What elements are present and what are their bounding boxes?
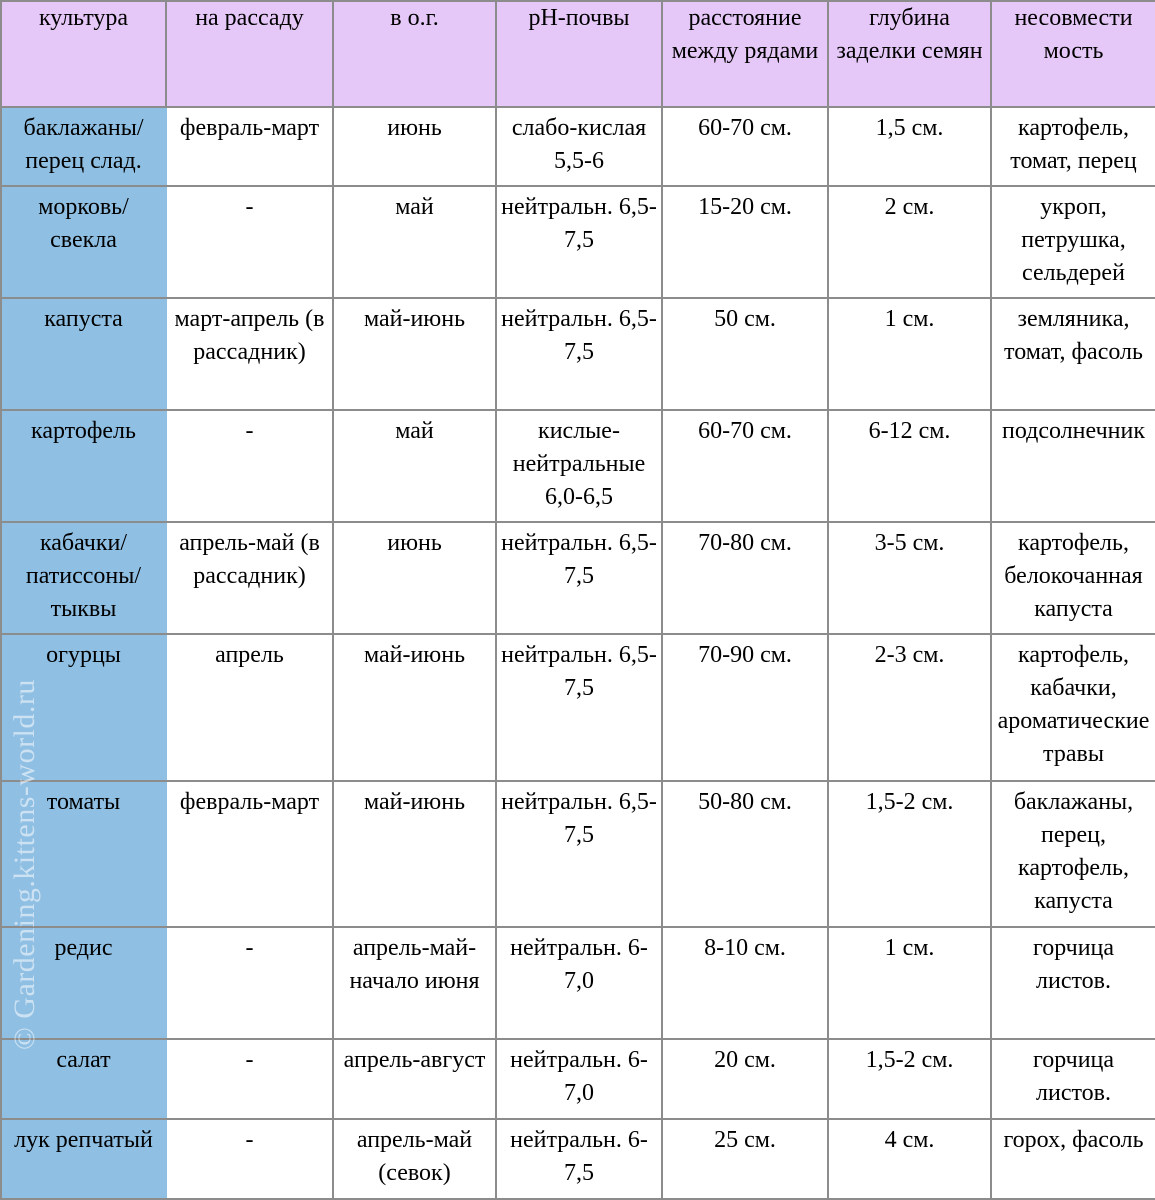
incompatibility-cell: баклажаны, перец, картофель, капуста [991,781,1155,927]
seedlings-cell: апрель-май (в рассадник) [166,522,333,634]
incompatibility-cell: картофель, белокочанная капуста [991,522,1155,634]
seedlings-cell: - [166,410,333,522]
row-spacing-cell: 60-70 см. [662,410,828,522]
crop-cell: капуста [1,298,166,410]
incompatibility-cell: горчица листов. [991,1039,1155,1119]
seedlings-cell: - [166,186,333,298]
seed-depth-cell: 3-5 см. [828,522,991,634]
header-row [1,1,1155,107]
crop-cell: огурцы [1,634,166,780]
soil-ph-cell: нейтральн. 6,5-7,5 [496,634,662,780]
row-spacing-cell: 60-70 см. [662,107,828,186]
soil-ph-cell: нейтральн. 6,5-7,5 [496,522,662,634]
seed-depth-cell: 1,5 см. [828,107,991,186]
crop-cell: салат [1,1039,166,1119]
table-row [1,1039,1155,1119]
incompatibility-cell: укроп, петрушка, сельдерей [991,186,1155,298]
row-spacing-cell: 70-80 см. [662,522,828,634]
seedlings-cell: февраль-март [166,107,333,186]
table-row [1,781,1155,927]
table-row [1,1119,1155,1199]
soil-ph-cell: кислые-нейтральные 6,0-6,5 [496,410,662,522]
incompatibility-cell: горчица листов. [991,927,1155,1039]
table-row [1,634,1155,780]
seed-depth-cell: 1,5-2 см. [828,781,991,927]
seed-depth-cell: 6-12 см. [828,410,991,522]
crop-cell: кабачки/ патиссоны/ тыквы [1,522,166,634]
header-incompatibility: несовмести мость [991,1,1155,107]
open-ground-cell: май [333,410,496,522]
row-spacing-cell: 8-10 см. [662,927,828,1039]
soil-ph-cell: нейтральн. 6,5-7,5 [496,298,662,410]
open-ground-cell: июнь [333,107,496,186]
open-ground-cell: май [333,186,496,298]
open-ground-cell: апрель-май (севок) [333,1119,496,1199]
soil-ph-cell: слабо-кислая 5,5-6 [496,107,662,186]
header-open-ground: в о.г. [333,1,496,107]
crop-cell: редис [1,927,166,1039]
seed-depth-cell: 2 см. [828,186,991,298]
row-spacing-cell: 25 см. [662,1119,828,1199]
seedlings-cell: февраль-март [166,781,333,927]
seedlings-cell: апрель [166,634,333,780]
soil-ph-cell: нейтральн. 6,5-7,5 [496,186,662,298]
watermark: © Gardening.kittens-world.ru [8,679,41,1050]
open-ground-cell: апрель-август [333,1039,496,1119]
table-row [1,522,1155,634]
header-seedlings: на рассаду [166,1,333,107]
open-ground-cell: май-июнь [333,781,496,927]
header-row-spacing: расстояние между рядами [662,1,828,107]
incompatibility-cell: картофель, кабачки, ароматические травы [991,634,1155,780]
incompatibility-cell: земляника, томат, фасоль [991,298,1155,410]
soil-ph-cell: нейтральн. 6-7,0 [496,1039,662,1119]
seedlings-cell: - [166,1119,333,1199]
soil-ph-cell: нейтральн. 6-7,5 [496,1119,662,1199]
open-ground-cell: июнь [333,522,496,634]
crop-cell: морковь/ свекла [1,186,166,298]
seed-depth-cell: 2-3 см. [828,634,991,780]
crop-cell: баклажаны/ перец слад. [1,107,166,186]
table-row [1,410,1155,522]
table-row [1,927,1155,1039]
crop-cell: томаты [1,781,166,927]
soil-ph-cell: нейтральн. 6,5-7,5 [496,781,662,927]
seedlings-cell: - [166,1039,333,1119]
crop-cell: лук репчатый [1,1119,166,1199]
soil-ph-cell: нейтральн. 6-7,0 [496,927,662,1039]
seed-depth-cell: 1,5-2 см. [828,1039,991,1119]
row-spacing-cell: 20 см. [662,1039,828,1119]
seed-depth-cell: 1 см. [828,927,991,1039]
seedlings-cell: март-апрель (в рассадник) [166,298,333,410]
open-ground-cell: апрель-май-начало июня [333,927,496,1039]
open-ground-cell: май-июнь [333,634,496,780]
incompatibility-cell: картофель, томат, перец [991,107,1155,186]
row-spacing-cell: 70-90 см. [662,634,828,780]
incompatibility-cell: подсолнечник [991,410,1155,522]
open-ground-cell: май-июнь [333,298,496,410]
table-row [1,186,1155,298]
table-row [1,298,1155,410]
seed-depth-cell: 1 см. [828,298,991,410]
seedlings-cell: - [166,927,333,1039]
row-spacing-cell: 50 см. [662,298,828,410]
incompatibility-cell: горох, фасоль [991,1119,1155,1199]
table-row [1,107,1155,186]
header-crop: культура [1,1,166,107]
crop-cell: картофель [1,410,166,522]
header-seed-depth: глубина заделки семян [828,1,991,107]
header-soil-ph: pH-почвы [496,1,662,107]
seed-depth-cell: 4 см. [828,1119,991,1199]
row-spacing-cell: 50-80 см. [662,781,828,927]
row-spacing-cell: 15-20 см. [662,186,828,298]
